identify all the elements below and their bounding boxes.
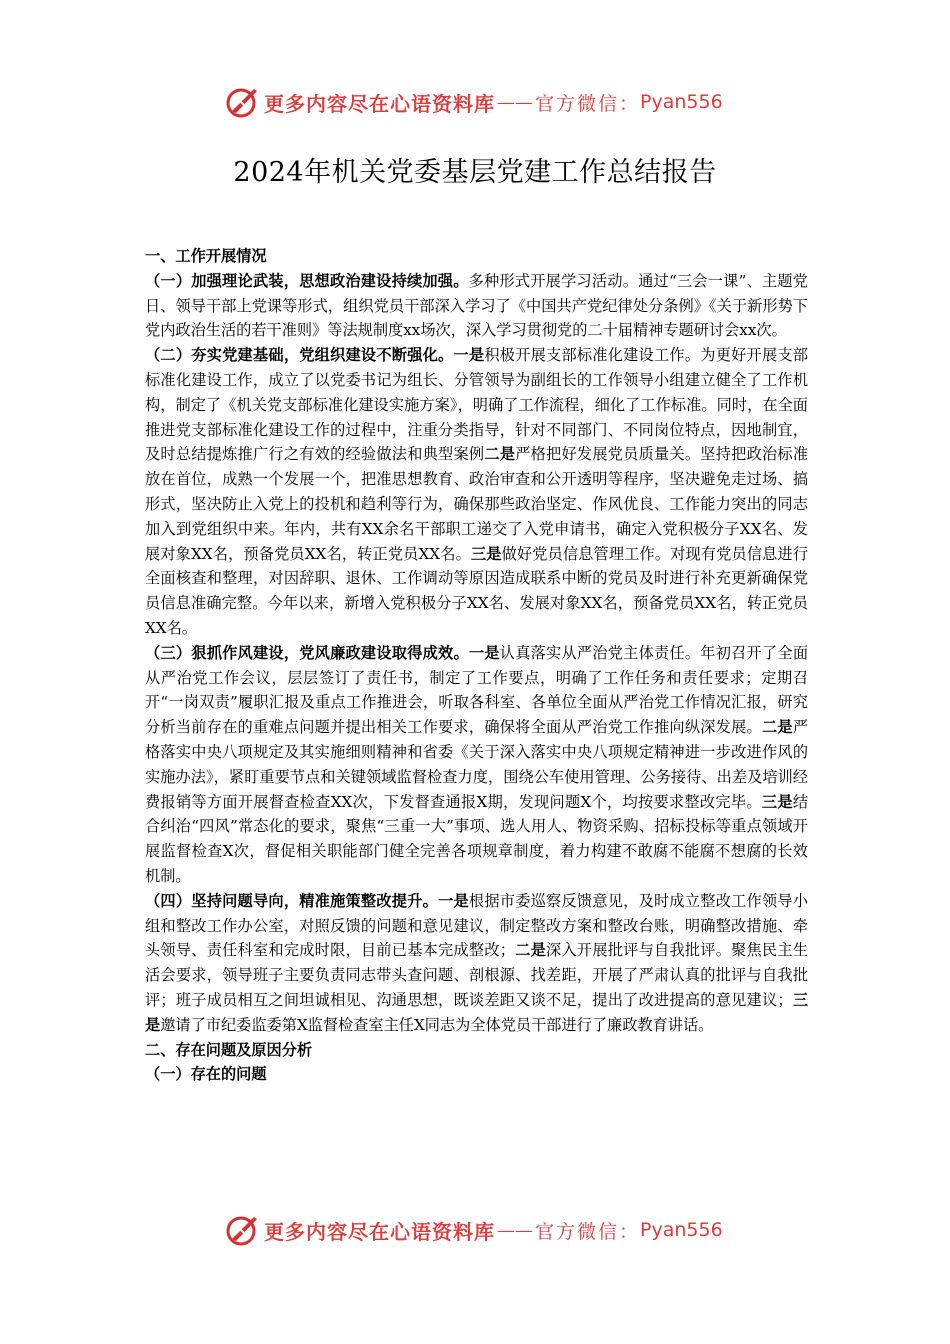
banner-wechat-label: 官方微信： bbox=[535, 1220, 641, 1243]
footer-watermark-banner bbox=[226, 1212, 726, 1248]
paragraph-3-text-2: 严格落实中央八项规定及其实施细则精神和省委《关于深入落实中央八项规定精神进一步改进作风的实施办法》，紧盯重要节点和关键领域监督检查力度，围绕公车使用管理、公务接待、出差及培训经费报销等方面开展督查检查XX次，下发督查通报X期，发现问题X个，均按要求整改完毕。 bbox=[145, 718, 809, 811]
paragraph-2-text-2: 严格把好发展党员质量关。坚持把政治标准放在首位，成熟一个发展一个，把准思想教育、政治审查和公开透明等程序，坚决避免走过场、搞形式，坚决防止入党上的投机和趋利等行为，确保那些政治坚定、作风优良、工作能力突出的同志加入到党组织中来。年内，共有XX余名干部职工递交了入党申请书，确定入党积极分子XX名、发展对象XX名，预备党员XX名，转正党员XX名。 bbox=[145, 445, 809, 563]
paragraph-3 bbox=[145, 641, 808, 889]
banner-text: 更多内容尽在心语资料库 bbox=[264, 91, 495, 116]
banner-wechat-id: Pyan556 bbox=[640, 1219, 723, 1241]
paragraph-2-text-1: 积极开展支部标准化建设工作。为更好开展支部标准化建设工作，成立了以党委书记为组长、分管领导为副组长的工作领导小组建立健全了工作机构，制定了《机关党支部标准化建设实施方案》，明确了工作流程，细化了工作标准。同时，在全面推进党支部标准化建设工作的过程中，注重分类指导，针对不同部门、不同岗位特点，因地制宜，及时总结提炼推广行之有效的经验做法和典型案例 bbox=[145, 346, 809, 464]
paragraph-1-text: 多种形式开展学习活动。通过“三会一课”、主题党日、领导干部上党课等形式，组织党员干部深入学习了《中国共产党纪律处分条例》《关于新形势下党内政治生活的若干准则》等法规制度xx场次，深入学习贯彻党的二十届精神专题研讨会xx次。 bbox=[145, 271, 808, 340]
section-heading-1: 一、工作开展情况 bbox=[145, 247, 267, 265]
paragraph-3-text-1: 认真落实从严治党主体责任。年初召开了全面从严治党工作会议，层层签订了责任书，制定了工作要点，明确了工作任务和责任要求；定期召开“一岗双责”履职汇报及重点工作推进会，听取各科室、各单位全面从严治党工作情况汇报，研究分析当前存在的重难点问题并提出相关工作要求，确保将全面从严治党工作推向纵深发展。 bbox=[145, 643, 809, 737]
paragraph-2 bbox=[145, 343, 808, 641]
paragraph-4-marker-3: 三是 bbox=[145, 990, 809, 1034]
banner-text: 更多内容尽在心语资料库 bbox=[264, 1219, 495, 1244]
paragraph-3-marker-1: 一是 bbox=[468, 643, 500, 662]
paragraph-2-marker-1: 一是 bbox=[453, 346, 485, 365]
section-subheading-2-1: （一）存在的问题 bbox=[145, 1065, 267, 1084]
paragraph-2-text-3: 做好党员信息管理工作。对现有党员信息进行全面核查和整理，对因辞职、退休、工作调动等原因造成联系中断的党员及时进行补充更新确保党员信息准确完整。今年以来，新增入党积极分子XX名、发展对象XX名，预备党员XX名，转正党员XX名。 bbox=[145, 544, 809, 637]
banner-separator: —— bbox=[497, 91, 533, 113]
paragraph-1-lead: （一）加强理论武装，思想政治建设持续加强。 bbox=[145, 271, 469, 290]
paragraph-2-marker-2: 二是 bbox=[484, 445, 516, 464]
document-title: 2024年机关党委基层党建工作总结报告 bbox=[233, 157, 717, 188]
paragraph-4-text-2: 深入开展批评与自我批评。聚焦民主生活会要求，领导班子主要负责同志带头查问题、剖根源、找差距，开展了严肃认真的批评与自我批评；班子成员相互之间坦诚相见、沟通思想，既谈差距又谈不足，提出了改进提高的意见建议； bbox=[145, 941, 809, 1009]
quill-logo-icon bbox=[226, 1213, 260, 1247]
paragraph-2-lead: （二）夯实党建基础，党组织建设不断强化。 bbox=[145, 346, 454, 365]
quill-logo-icon bbox=[226, 85, 260, 119]
paragraph-4-marker-1: 一是 bbox=[438, 891, 469, 910]
banner-wechat-id: Pyan556 bbox=[640, 91, 723, 113]
paragraph-2-marker-3: 三是 bbox=[470, 544, 502, 563]
banner-separator: —— bbox=[497, 1219, 533, 1241]
paragraph-3-marker-3: 三是 bbox=[761, 792, 793, 811]
paragraph-4-text-1: 根据市委巡察反馈意见，及时成立整改工作领导小组和整改工作办公室，对照反馈的问题和意见建议，制定整改方案和整改台账，明确整改措施、牵头领导、责任科室和完成时限，目前已基本完成整改； bbox=[145, 891, 809, 960]
document-body bbox=[145, 244, 808, 1087]
banner-wechat-label: 官方微信： bbox=[535, 92, 641, 115]
paragraph-1 bbox=[145, 269, 808, 343]
paragraph-3-lead: （三）狠抓作风建设，党风廉政建设取得成效。 bbox=[145, 643, 469, 662]
paragraph-3-text-3: 结合纠治“四风”常态化的要求，聚焦“三重一大”事项、选人用人、物资采购、招标投标等重点领域开展监督检查X次，督促相关职能部门健全完善各项规章制度，着力构建不敢腐不能腐不想腐的长效机制。 bbox=[145, 792, 809, 885]
header-watermark-banner bbox=[226, 84, 726, 120]
paragraph-4-marker-2: 二是 bbox=[514, 941, 547, 960]
paragraph-3-marker-2: 二是 bbox=[761, 718, 793, 737]
paragraph-4-lead: （四）坚持问题导向，精准施策整改提升。 bbox=[145, 891, 439, 910]
paragraph-4 bbox=[145, 889, 808, 1038]
paragraph-4-text-3: 邀请了市纪委监委第X监督检查室主任X同志为全体党员干部进行了廉政教育讲话。 bbox=[160, 1015, 714, 1034]
section-heading-2: 二、存在问题及原因分析 bbox=[145, 1040, 313, 1059]
